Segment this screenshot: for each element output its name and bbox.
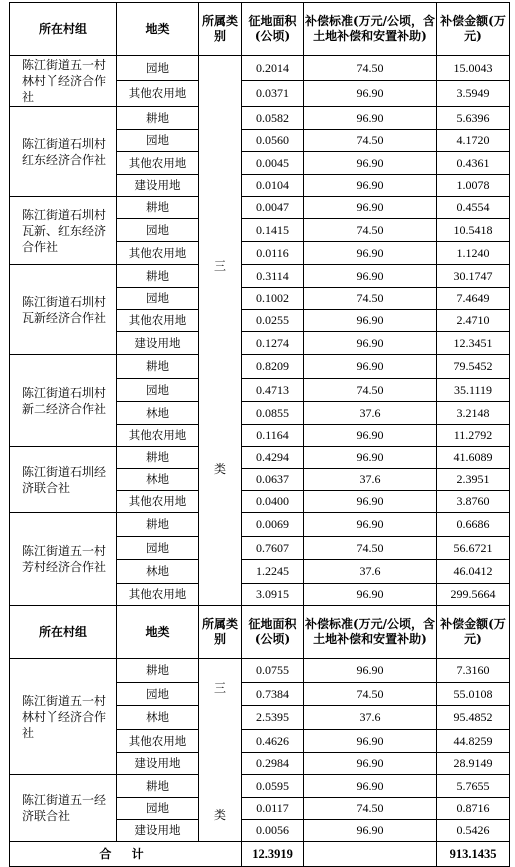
area-cell: 0.0560 bbox=[242, 130, 304, 152]
standard-cell: 96.90 bbox=[304, 775, 437, 798]
standard-cell: 74.50 bbox=[304, 798, 437, 820]
standard-cell: 37.6 bbox=[304, 402, 437, 425]
land-type-cell: 耕地 bbox=[117, 197, 199, 219]
land-type-cell: 园地 bbox=[117, 537, 199, 560]
standard-cell: 96.90 bbox=[304, 753, 437, 775]
amount-cell: 79.5452 bbox=[437, 355, 510, 379]
area-cell: 0.4294 bbox=[242, 447, 304, 469]
village-name: 陈江街道石圳村瓦新经济合作社 bbox=[10, 265, 117, 355]
header-land-type: 地类 bbox=[117, 3, 199, 56]
area-cell: 1.2245 bbox=[242, 560, 304, 584]
standard-cell: 96.90 bbox=[304, 659, 437, 683]
standard-cell: 96.90 bbox=[304, 730, 437, 753]
area-cell: 0.0116 bbox=[242, 242, 304, 265]
area-cell: 0.3114 bbox=[242, 265, 304, 288]
land-type-cell: 其他农用地 bbox=[117, 152, 199, 175]
standard-cell: 96.90 bbox=[304, 584, 437, 606]
standard-cell: 96.90 bbox=[304, 242, 437, 265]
amount-cell: 28.9149 bbox=[437, 753, 510, 775]
standard-cell: 74.50 bbox=[304, 379, 437, 402]
standard-cell: 37.6 bbox=[304, 469, 437, 491]
category-cell bbox=[199, 56, 242, 606]
area-cell: 0.1415 bbox=[242, 219, 304, 242]
area-cell: 0.0371 bbox=[242, 81, 304, 107]
area-cell: 0.0855 bbox=[242, 402, 304, 425]
amount-cell: 55.0108 bbox=[437, 683, 510, 706]
standard-cell: 74.50 bbox=[304, 537, 437, 560]
amount-cell: 0.4361 bbox=[437, 152, 510, 175]
standard-cell: 96.90 bbox=[304, 491, 437, 513]
standard-cell: 74.50 bbox=[304, 219, 437, 242]
village-name: 陈江街道五一村林村丫经济合作社 bbox=[10, 659, 117, 775]
village-name: 陈江街道五一村芳村经济合作社 bbox=[10, 513, 117, 606]
area-cell: 0.0582 bbox=[242, 107, 304, 130]
area-cell: 0.4626 bbox=[242, 730, 304, 753]
land-type-cell: 耕地 bbox=[117, 107, 199, 130]
standard-cell: 96.90 bbox=[304, 447, 437, 469]
table-row bbox=[10, 447, 510, 469]
amount-cell: 30.1747 bbox=[437, 265, 510, 288]
standard-cell: 74.50 bbox=[304, 288, 437, 310]
land-type-cell: 其他农用地 bbox=[117, 242, 199, 265]
standard-cell: 96.90 bbox=[304, 425, 437, 447]
amount-cell: 1.0078 bbox=[437, 175, 510, 197]
land-type-cell: 耕地 bbox=[117, 355, 199, 379]
header-category: 所属类别 bbox=[199, 3, 242, 56]
header-category: 所属类别 bbox=[199, 606, 242, 659]
amount-cell: 7.3160 bbox=[437, 659, 510, 683]
standard-cell: 96.90 bbox=[304, 332, 437, 355]
standard-cell: 96.90 bbox=[304, 820, 437, 842]
land-type-cell: 林地 bbox=[117, 706, 199, 730]
land-type-cell: 耕地 bbox=[117, 775, 199, 798]
area-cell: 0.1002 bbox=[242, 288, 304, 310]
amount-cell: 5.6396 bbox=[437, 107, 510, 130]
table-row bbox=[10, 355, 510, 379]
land-type-cell: 园地 bbox=[117, 379, 199, 402]
land-type-cell: 其他农用地 bbox=[117, 491, 199, 513]
land-type-cell: 其他农用地 bbox=[117, 425, 199, 447]
amount-cell: 46.0412 bbox=[437, 560, 510, 584]
category-mark-bottom: 类 bbox=[213, 808, 226, 823]
area-cell: 0.4713 bbox=[242, 379, 304, 402]
header-row bbox=[10, 606, 510, 659]
amount-cell: 1.1240 bbox=[437, 242, 510, 265]
header-village: 所在村组 bbox=[10, 3, 117, 56]
standard-cell: 96.90 bbox=[304, 355, 437, 379]
amount-cell: 3.8760 bbox=[437, 491, 510, 513]
land-type-cell: 园地 bbox=[117, 219, 199, 242]
land-type-cell: 耕地 bbox=[117, 265, 199, 288]
area-cell: 0.0045 bbox=[242, 152, 304, 175]
area-cell: 2.5395 bbox=[242, 706, 304, 730]
land-type-cell: 林地 bbox=[117, 469, 199, 491]
category-mark-top: 三 bbox=[213, 680, 226, 695]
category-cell bbox=[199, 659, 242, 842]
amount-cell: 0.6686 bbox=[437, 513, 510, 537]
header-standard: 补偿标准(万元/公顷，含土地补偿和安置补助) bbox=[304, 606, 437, 659]
standard-cell: 96.90 bbox=[304, 513, 437, 537]
land-type-cell: 园地 bbox=[117, 683, 199, 706]
land-type-cell: 园地 bbox=[117, 798, 199, 820]
standard-cell: 37.6 bbox=[304, 706, 437, 730]
header-standard: 补偿标准(万元/公顷，含土地补偿和安置补助) bbox=[304, 3, 437, 56]
standard-cell: 74.50 bbox=[304, 56, 437, 81]
standard-cell: 74.50 bbox=[304, 130, 437, 152]
header-amount: 补偿金额(万元) bbox=[437, 606, 510, 659]
amount-cell: 2.4710 bbox=[437, 310, 510, 332]
table-row bbox=[10, 659, 510, 683]
amount-cell: 299.5664 bbox=[437, 584, 510, 606]
standard-cell: 96.90 bbox=[304, 81, 437, 107]
standard-cell: 96.90 bbox=[304, 107, 437, 130]
standard-cell: 96.90 bbox=[304, 152, 437, 175]
header-amount: 补偿金额(万元) bbox=[437, 3, 510, 56]
land-type-cell: 耕地 bbox=[117, 513, 199, 537]
table-row bbox=[10, 56, 510, 81]
area-cell: 0.0069 bbox=[242, 513, 304, 537]
area-cell: 0.1274 bbox=[242, 332, 304, 355]
standard-cell: 37.6 bbox=[304, 560, 437, 584]
area-cell: 0.8209 bbox=[242, 355, 304, 379]
amount-cell: 11.2792 bbox=[437, 425, 510, 447]
table-row bbox=[10, 265, 510, 288]
header-area: 征地面积(公顷) bbox=[242, 606, 304, 659]
area-cell: 0.0595 bbox=[242, 775, 304, 798]
land-type-cell: 建设用地 bbox=[117, 175, 199, 197]
amount-cell: 5.7655 bbox=[437, 775, 510, 798]
header-row bbox=[10, 3, 510, 56]
total-label: 合 计 bbox=[10, 842, 242, 867]
table-row bbox=[10, 513, 510, 537]
area-cell: 0.0056 bbox=[242, 820, 304, 842]
land-type-cell: 林地 bbox=[117, 402, 199, 425]
area-cell: 0.2984 bbox=[242, 753, 304, 775]
land-type-cell: 建设用地 bbox=[117, 332, 199, 355]
land-type-cell: 园地 bbox=[117, 56, 199, 81]
standard-cell: 96.90 bbox=[304, 265, 437, 288]
header-area: 征地面积(公顷) bbox=[242, 3, 304, 56]
area-cell: 3.0915 bbox=[242, 584, 304, 606]
area-cell: 0.0117 bbox=[242, 798, 304, 820]
area-cell: 0.1164 bbox=[242, 425, 304, 447]
standard-cell: 96.90 bbox=[304, 310, 437, 332]
standard-cell: 96.90 bbox=[304, 197, 437, 219]
table-row bbox=[10, 107, 510, 130]
header-land-type: 地类 bbox=[117, 606, 199, 659]
amount-cell: 15.0043 bbox=[437, 56, 510, 81]
area-cell: 0.0104 bbox=[242, 175, 304, 197]
village-name: 陈江街道石圳村红东经济合作社 bbox=[10, 107, 117, 197]
land-type-cell: 建设用地 bbox=[117, 820, 199, 842]
total-amount: 913.1435 bbox=[437, 842, 510, 867]
header-village: 所在村组 bbox=[10, 606, 117, 659]
land-type-cell: 建设用地 bbox=[117, 753, 199, 775]
area-cell: 0.7607 bbox=[242, 537, 304, 560]
amount-cell: 56.6721 bbox=[437, 537, 510, 560]
category-mark-bottom: 类 bbox=[213, 462, 226, 477]
standard-cell: 74.50 bbox=[304, 683, 437, 706]
land-type-cell: 耕地 bbox=[117, 447, 199, 469]
area-cell: 0.0637 bbox=[242, 469, 304, 491]
area-cell: 0.2014 bbox=[242, 56, 304, 81]
table-row bbox=[10, 197, 510, 219]
amount-cell: 7.4649 bbox=[437, 288, 510, 310]
village-name: 陈江街道五一村林村丫经济合作社 bbox=[10, 56, 117, 107]
amount-cell: 10.5418 bbox=[437, 219, 510, 242]
land-type-cell: 其他农用地 bbox=[117, 81, 199, 107]
amount-cell: 12.3451 bbox=[437, 332, 510, 355]
amount-cell: 4.1720 bbox=[437, 130, 510, 152]
amount-cell: 95.4852 bbox=[437, 706, 510, 730]
area-cell: 0.7384 bbox=[242, 683, 304, 706]
total-blank bbox=[304, 842, 437, 867]
total-row bbox=[10, 842, 510, 867]
area-cell: 0.0047 bbox=[242, 197, 304, 219]
amount-cell: 41.6089 bbox=[437, 447, 510, 469]
amount-cell: 44.8259 bbox=[437, 730, 510, 753]
amount-cell: 0.5426 bbox=[437, 820, 510, 842]
land-type-cell: 其他农用地 bbox=[117, 730, 199, 753]
village-name: 陈江街道石圳村新二经济合作社 bbox=[10, 355, 117, 447]
total-area: 12.3919 bbox=[242, 842, 304, 867]
category-mark-top: 三 bbox=[213, 259, 226, 274]
area-cell: 0.0400 bbox=[242, 491, 304, 513]
amount-cell: 0.4554 bbox=[437, 197, 510, 219]
village-name: 陈江街道石圳村瓦新、红东经济合作社 bbox=[10, 197, 117, 265]
village-name: 陈江街道五一经济联合社 bbox=[10, 775, 117, 842]
land-type-cell: 园地 bbox=[117, 130, 199, 152]
table-row bbox=[10, 775, 510, 798]
compensation-table bbox=[9, 2, 510, 867]
area-cell: 0.0255 bbox=[242, 310, 304, 332]
land-type-cell: 耕地 bbox=[117, 659, 199, 683]
amount-cell: 3.2148 bbox=[437, 402, 510, 425]
village-name: 陈江街道石圳经济联合社 bbox=[10, 447, 117, 513]
standard-cell: 96.90 bbox=[304, 175, 437, 197]
amount-cell: 0.8716 bbox=[437, 798, 510, 820]
amount-cell: 35.1119 bbox=[437, 379, 510, 402]
amount-cell: 3.5949 bbox=[437, 81, 510, 107]
land-type-cell: 林地 bbox=[117, 560, 199, 584]
land-type-cell: 其他农用地 bbox=[117, 584, 199, 606]
amount-cell: 2.3951 bbox=[437, 469, 510, 491]
land-type-cell: 其他农用地 bbox=[117, 310, 199, 332]
area-cell: 0.0755 bbox=[242, 659, 304, 683]
land-type-cell: 园地 bbox=[117, 288, 199, 310]
